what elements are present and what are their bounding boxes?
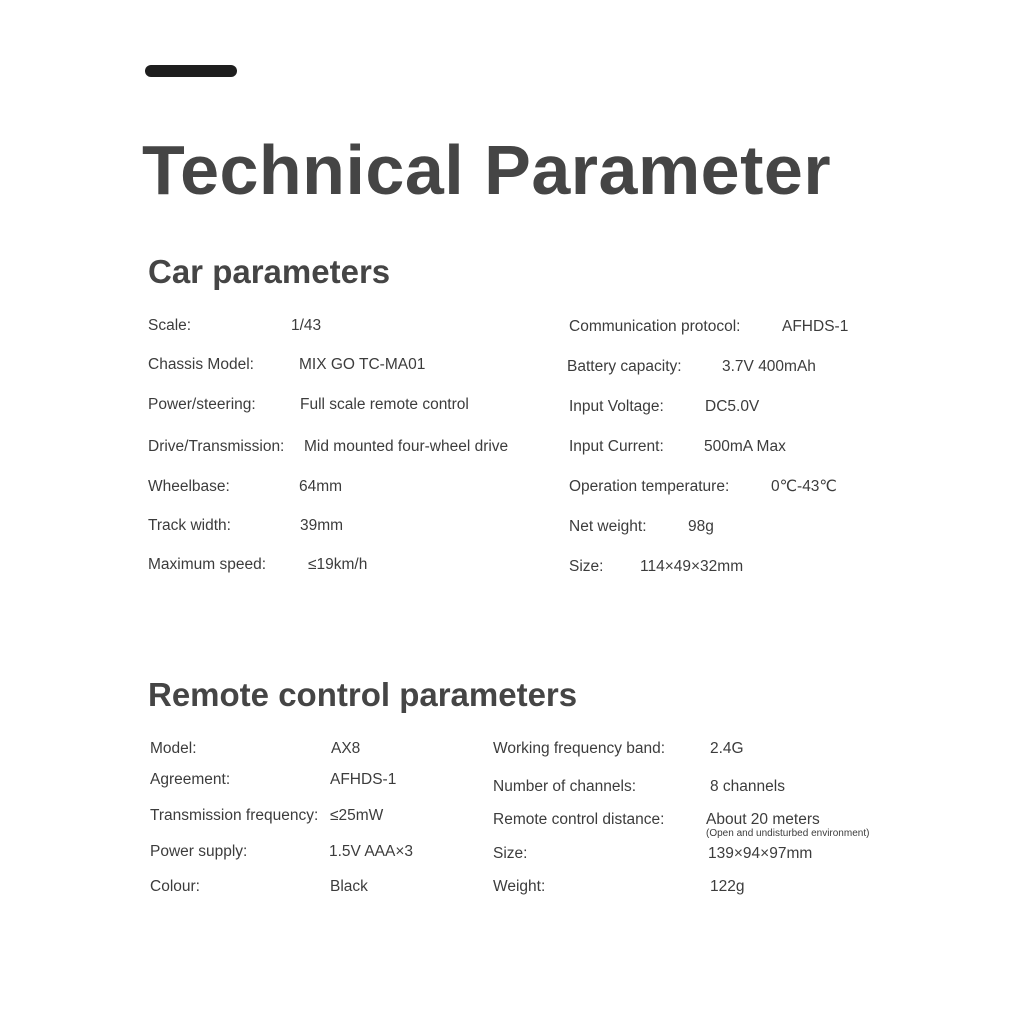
remote-param-value: ≤25mW bbox=[330, 807, 384, 824]
car-param-value: 98g bbox=[688, 518, 714, 535]
remote-param-value: About 20 meters bbox=[706, 811, 820, 828]
remote-parameters-heading: Remote control parameters bbox=[148, 676, 578, 713]
remote-param-label: Remote control distance: bbox=[493, 811, 665, 828]
car-param-label: Operation temperature: bbox=[569, 478, 730, 495]
car-param-label: Wheelbase: bbox=[148, 478, 230, 495]
remote-param-value: AX8 bbox=[331, 740, 361, 757]
car-param-label: Chassis Model: bbox=[148, 356, 254, 373]
car-param-label: Drive/Transmission: bbox=[148, 438, 285, 455]
car-param-value: 64mm bbox=[299, 478, 343, 495]
car-param-value: 114×49×32mm bbox=[640, 558, 744, 575]
car-param-value: MIX GO TC-MA01 bbox=[299, 356, 426, 373]
car-param-label: Scale: bbox=[148, 317, 192, 334]
car-param-label: Input Current: bbox=[569, 438, 664, 455]
accent-bar bbox=[145, 65, 237, 77]
remote-param-value: AFHDS-1 bbox=[330, 771, 397, 788]
remote-param-value: 8 channels bbox=[710, 778, 785, 795]
car-param-label: Size: bbox=[569, 558, 604, 575]
car-param-value: Mid mounted four-wheel drive bbox=[304, 438, 509, 455]
remote-param-label: Transmission frequency: bbox=[150, 807, 319, 824]
remote-param-value: 139×94×97mm bbox=[708, 845, 813, 862]
remote-param-label: Size: bbox=[493, 845, 528, 862]
remote-param-value: 2.4G bbox=[710, 740, 744, 757]
car-param-value: 39mm bbox=[300, 517, 344, 534]
remote-param-label: Model: bbox=[150, 740, 197, 757]
remote-param-label: Working frequency band: bbox=[493, 740, 666, 757]
car-param-value: 1/43 bbox=[291, 317, 322, 334]
page-title: Technical Parameter bbox=[142, 131, 832, 209]
car-param-label: Battery capacity: bbox=[567, 358, 682, 375]
remote-param-label: Power supply: bbox=[150, 843, 248, 860]
remote-param-value: 1.5V AAA×3 bbox=[329, 843, 414, 860]
car-param-label: Net weight: bbox=[569, 518, 647, 535]
car-param-value: 3.7V 400mAh bbox=[722, 358, 816, 375]
remote-param-value: Black bbox=[330, 878, 368, 895]
remote-distance-note: (Open and undisturbed environment) bbox=[706, 828, 870, 839]
remote-param-value: 122g bbox=[710, 878, 745, 895]
car-param-value: ≤19km/h bbox=[308, 556, 368, 573]
car-param-value: Full scale remote control bbox=[300, 396, 469, 413]
car-param-label: Track width: bbox=[148, 517, 231, 534]
car-param-label: Maximum speed: bbox=[148, 556, 267, 573]
car-param-label: Communication protocol: bbox=[569, 318, 741, 335]
car-parameters-heading: Car parameters bbox=[148, 253, 391, 290]
remote-param-label: Number of channels: bbox=[493, 778, 637, 795]
car-param-value: AFHDS-1 bbox=[782, 318, 849, 335]
car-param-label: Power/steering: bbox=[148, 396, 256, 413]
car-param-value: DC5.0V bbox=[705, 398, 760, 415]
remote-param-label: Colour: bbox=[150, 878, 200, 895]
remote-param-label: Weight: bbox=[493, 878, 546, 895]
remote-param-label: Agreement: bbox=[150, 771, 231, 788]
car-param-value: 500mA Max bbox=[704, 438, 786, 455]
car-param-value: 0℃-43℃ bbox=[771, 478, 837, 495]
car-param-label: Input Voltage: bbox=[569, 398, 664, 415]
